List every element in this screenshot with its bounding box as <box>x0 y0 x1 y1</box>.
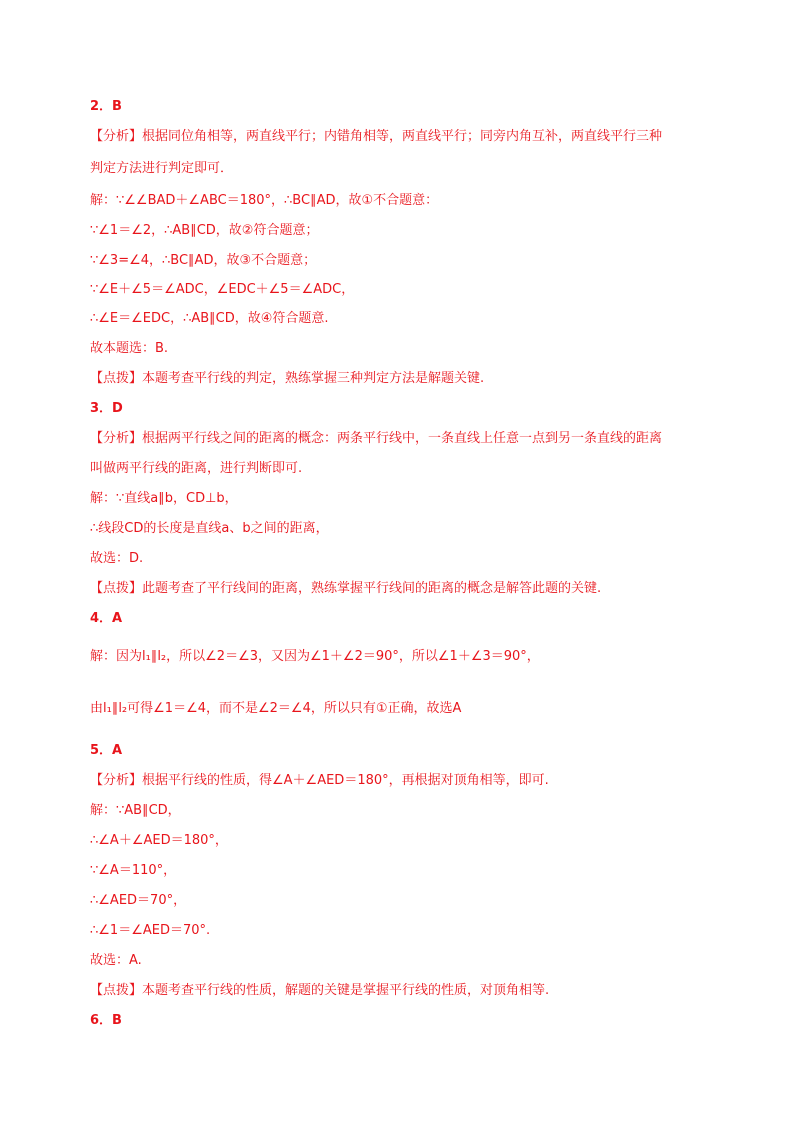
text-line-19: 解：因为l₁∥l₂，所以∠2＝∠3，又因为∠1＋∠2＝90°，所以∠1＋∠3＝90°， <box>90 649 540 664</box>
text-line-4: 解：∵∠∠BAD＋∠ABC＝180°，∴BC∥AD，故①不合题意： <box>90 193 439 208</box>
text-line-26: ∴∠AED＝70°， <box>90 893 187 908</box>
text-line-6: ∵∠3=∠4，∴BC∥AD，故③不合题意； <box>90 253 317 268</box>
text-line-22: 【分析】根据平行线的性质，得∠A＋∠AED＝180°，再根据对顶角相等，即可. <box>90 773 549 788</box>
text-line-8: ∴∠E＝∠EDC，∴AB∥CD，故④符合题意. <box>90 311 329 326</box>
text-line-21: 5．A <box>90 743 123 758</box>
text-line-2: 【分析】根据同位角相等，两直线平行；内错角相等，两直线平行；同旁内角互补，两直线平行三种 <box>90 129 663 144</box>
text-line-28: 故选：A. <box>90 953 142 968</box>
text-line-27: ∴∠1＝∠AED＝70°. <box>90 923 211 938</box>
text-line-24: ∴∠A＋∠AED＝180°， <box>90 833 228 848</box>
text-line-1: 2．B <box>90 99 122 114</box>
text-line-3: 判定方法进行判定即可． <box>90 161 234 176</box>
text-line-9: 故本题选：B. <box>90 341 169 356</box>
text-line-23: 解：∵AB∥CD， <box>90 803 181 818</box>
text-line-15: ∴线段CD的长度是直线a、b之间的距离， <box>90 521 329 536</box>
text-line-25: ∵∠A＝110°， <box>90 863 177 878</box>
text-line-14: 解：∵直线a∥b，CD⊥b， <box>90 491 238 506</box>
text-line-30: 6．B <box>90 1013 122 1028</box>
text-line-20: 由l₁∥l₂可得∠1＝∠4，而不是∠2＝∠4，所以只有①正确，故选A <box>90 701 462 716</box>
text-line-5: ∵∠1＝∠2，∴AB∥CD，故②符合题意； <box>90 223 319 238</box>
text-line-18: 4．A <box>90 611 123 626</box>
text-line-11: 3．D <box>90 401 123 416</box>
text-line-16: 故选：D. <box>90 551 144 566</box>
text-line-12: 【分析】根据两平行线之间的距离的概念：两条平行线中，一条直线上任意一点到另一条直线的距离 <box>90 431 663 446</box>
text-line-29: 【点拨】本题考查平行线的性质，解题的关键是掌握平行线的性质，对顶角相等. <box>90 983 550 998</box>
text-line-17: 【点拨】此题考查了平行线间的距离，熟练掌握平行线间的距离的概念是解答此题的关键. <box>90 581 602 596</box>
text-line-10: 【点拨】本题考查平行线的判定，熟练掌握三种判定方法是解题关键. <box>90 371 485 386</box>
text-line-7: ∵∠E＋∠5＝∠ADC，∠EDC＋∠5＝∠ADC， <box>90 282 355 297</box>
text-line-13: 叫做两平行线的距离，进行判断即可. <box>90 461 303 476</box>
